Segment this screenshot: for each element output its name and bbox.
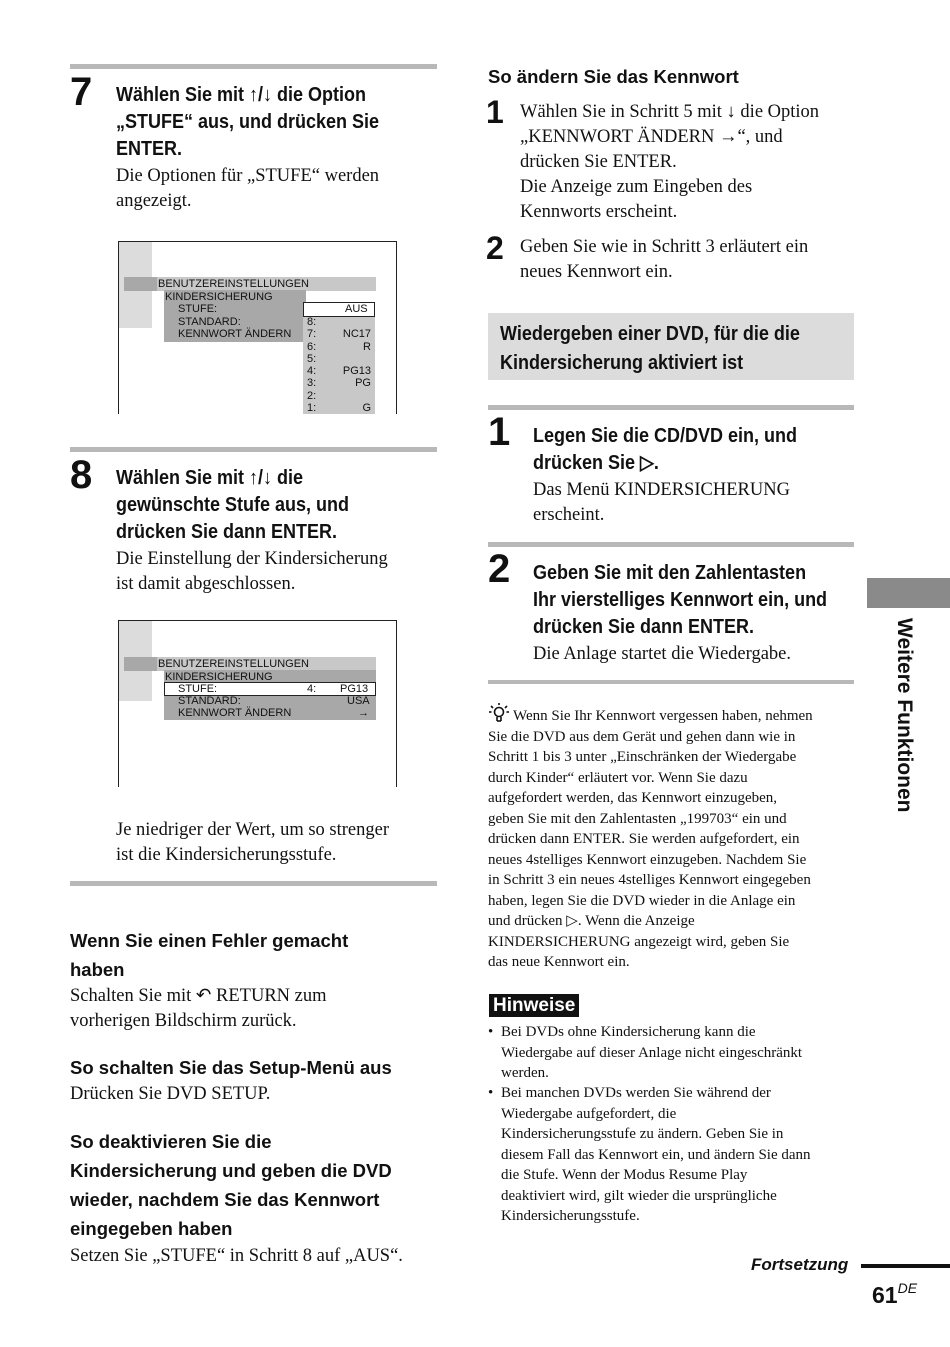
- play1-heading: Legen Sie die CD/DVD ein, und drücken Sie ▷.: [533, 425, 798, 474]
- arrow-right-icon: →: [358, 707, 369, 719]
- hinweise-bullet-1: • Bei DVDs ohne Kindersicherung kann die Wiedergabe auf dieser Anlage nicht eingeschränkt werden.: [488, 1024, 803, 1081]
- play2-rule: [488, 542, 854, 547]
- deactivate-body: Setzen Sie „STUFE“ in Schritt 8 auf „AUS“.: [70, 1246, 403, 1266]
- change-pw-step1-body: Wählen Sie in Schritt 5 mit ↓ die Option „KENNWORT ÄNDERN →“, und drücken Sie ENTER. Die Anzeige zum Eingeben des Kennworts erscheint.: [520, 102, 820, 222]
- play1-number: 1: [488, 410, 511, 454]
- hinweise-bullet-2: • Bei manchen DVDs werden Sie während der Wiedergabe aufgefordert, die Kindersicherungsstufe zu ändern. Geben Sie in diesem Fall das Kennwort ein, und ändern Sie dann die Stufe. Wenn der Modus Resume Play deaktiviert wird, gilt wieder die ursprüngliche Kindersicherungsstufe.: [488, 1085, 811, 1224]
- step7-heading: Wählen Sie mit ↑/↓ die Option „STUFE“ aus, und drücken Sie ENTER.: [116, 84, 380, 160]
- footer-continued: Fortsetzung: [751, 1255, 849, 1274]
- osd-row-kennwort: KENNWORT ÄNDERN: [178, 707, 292, 719]
- osd-row-standard: STANDARD:: [178, 316, 241, 328]
- step8-rule: [70, 447, 437, 452]
- error-heading: Wenn Sie einen Fehler gemacht haben: [70, 930, 349, 980]
- side-tab-label: Weitere Funktionen: [893, 618, 916, 813]
- play-end-rule: [488, 680, 854, 684]
- osd-options-list: 8: 7: NC17 6: R 5: 4: PG13 3: PG 2: 1: G: [307, 316, 371, 415]
- osd-row-kennwort: KENNWORT ÄNDERN: [178, 328, 292, 340]
- step7-body: Die Optionen für „STUFE“ werden angezeigt.: [116, 166, 380, 211]
- tip-text: Wenn Sie Ihr Kennwort vergessen haben, nehmen Sie die DVD aus dem Gerät und gehen dann wie in Schritt 1 bis 3 unter „Einschränken der Wiedergabe durch Kinder“ erläutert vor. Wenn Sie dazu aufgefordert werden, das Kennwort einzugeben, geben Sie mit den Zahlentasten „199703“ ein und drücken dann ENTER. Sie werden aufgefordert, ein neues 4stelliges Kennwort einzugeben. Nachdem Sie in Schritt 3 ein neues 4stelliges Kennwort eingegeben haben, legen Sie die DVD wieder in die Anlage ein und drücken ▷. Wenn die Anzeige KINDERSICHERUNG angezeigt wird, geben Sie das neue Kennwort ein.: [488, 708, 813, 970]
- osd-row-stufe: STUFE:: [178, 303, 218, 315]
- osd-subtitle: KINDERSICHERUNG: [165, 291, 273, 303]
- osd-row-stufe: STUFE:: [178, 683, 218, 695]
- osd-row-stufe-num: 4:: [307, 683, 317, 695]
- step7-rule: [70, 64, 437, 69]
- osd-selected-value: AUS: [345, 303, 368, 315]
- play1-body: Das Menü KINDERSICHERUNG erscheint.: [533, 480, 790, 525]
- osd-row-stufe-value: PG13: [340, 683, 369, 695]
- osd-screen-stufe-set: [118, 620, 397, 787]
- section-heading: Wiedergeben einer DVD, für die die Kindersicherung aktiviert ist: [500, 323, 800, 374]
- change-pw-step1-number: 1: [486, 94, 504, 130]
- step8-heading: Wählen Sie mit ↑/↓ die gewünschte Stufe aus, und drücken Sie dann ENTER.: [116, 467, 350, 543]
- step8-body: Die Einstellung der Kindersicherung ist damit abgeschlossen.: [116, 549, 388, 594]
- setup-off-body: Drücken Sie DVD SETUP.: [70, 1084, 271, 1104]
- page-number: 61DE: [872, 1280, 918, 1308]
- setup-off-heading: So schalten Sie das Setup-Menü aus: [70, 1057, 392, 1078]
- change-pw-step2-number: 2: [486, 230, 504, 266]
- footer-rule: [861, 1264, 950, 1268]
- change-pw-step2-body: Geben Sie wie in Schritt 3 erläutert ein neues Kennwort ein.: [520, 237, 809, 282]
- side-tab: [867, 578, 950, 608]
- osd-subtitle: KINDERSICHERUNG: [165, 671, 273, 683]
- osd-row-standard: STANDARD:: [178, 695, 241, 707]
- play1-rule: [488, 405, 854, 410]
- osd-screen-stufe-options: [118, 241, 397, 414]
- error-body: Schalten Sie mit ↶ RETURN zum vorherigen Bildschirm zurück.: [70, 986, 327, 1031]
- left-bottom-rule: [70, 881, 437, 886]
- osd-title: BENUTZEREINSTELLUNGEN: [158, 658, 309, 670]
- osd-title: BENUTZEREINSTELLUNGEN: [158, 278, 309, 290]
- osd-row-standard-value: USA: [347, 695, 370, 707]
- play2-number: 2: [488, 547, 511, 591]
- lower-value-note: Je niedriger der Wert, um so strenger ist die Kindersicherungsstufe.: [116, 820, 390, 865]
- step8-number: 8: [70, 453, 93, 497]
- step7-number: 7: [70, 70, 93, 114]
- deactivate-heading: So deaktivieren Sie die Kindersicherung und geben die DVD wieder, nachdem Sie das Kennwort eingegeben haben: [70, 1131, 392, 1239]
- hinweise-label: Hinweise: [489, 994, 579, 1017]
- change-pw-heading: So ändern Sie das Kennwort: [488, 66, 739, 87]
- page-lang: DE: [897, 1280, 918, 1296]
- play2-heading: Geben Sie mit den Zahlentasten Ihr vierstelliges Kennwort ein, und drücken Sie dann ENTER.: [533, 562, 828, 638]
- play2-body: Die Anlage startet die Wiedergabe.: [533, 644, 791, 664]
